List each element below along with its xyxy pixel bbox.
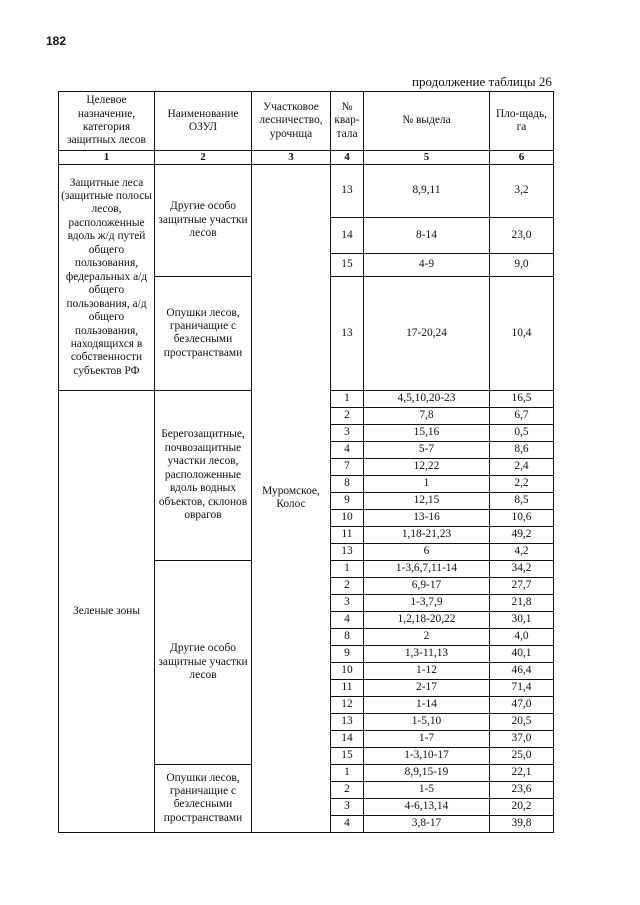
quarter-cell: 10 [331,509,364,526]
header-area: Пло-щадь, га [490,92,554,151]
quarter-cell: 15 [331,253,364,276]
area-cell: 47,0 [490,696,554,713]
column-number: 6 [490,151,554,165]
plots-cell: 2 [364,628,490,645]
plots-cell: 3,8-17 [364,815,490,832]
plots-cell: 1-7 [364,730,490,747]
area-cell: 30,1 [490,611,554,628]
header-ozul: Наименование ОЗУЛ [155,92,252,151]
area-cell: 20,5 [490,713,554,730]
area-cell: 27,7 [490,577,554,594]
quarter-cell: 9 [331,492,364,509]
area-cell: 23,0 [490,217,554,253]
table-row [59,164,554,217]
column-number: 2 [155,151,252,165]
header-quarter: № квар-тала [331,92,364,151]
ozul-other-special-1: Другие особо защитные участки лесов [155,164,252,276]
ozul-other-special-2: Другие особо защитные участки лесов [155,560,252,764]
area-cell: 21,8 [490,594,554,611]
area-cell: 37,0 [490,730,554,747]
plots-cell: 17-20,24 [364,276,490,390]
area-cell: 9,0 [490,253,554,276]
forest-protection-table [58,91,554,833]
column-number: 4 [331,151,364,165]
area-cell: 22,1 [490,764,554,781]
header-plot: № выдела [364,92,490,151]
area-cell: 46,4 [490,662,554,679]
plots-cell: 1,2,18-20,22 [364,611,490,628]
area-cell: 49,2 [490,526,554,543]
quarter-cell: 10 [331,662,364,679]
plots-cell: 1-14 [364,696,490,713]
area-cell: 8,5 [490,492,554,509]
plots-cell: 8,9,11 [364,164,490,217]
column-number-row [59,151,554,165]
quarter-cell: 11 [331,526,364,543]
quarter-cell: 1 [331,390,364,407]
quarter-cell: 2 [331,577,364,594]
table-continuation-label: продолжение таблицы 26 [412,74,552,89]
quarter-cell: 8 [331,628,364,645]
quarter-cell: 1 [331,560,364,577]
plots-cell: 4,5,10,20-23 [364,390,490,407]
area-cell: 23,6 [490,781,554,798]
area-cell: 10,4 [490,276,554,390]
plots-cell: 7,8 [364,407,490,424]
area-cell: 16,5 [490,390,554,407]
column-number: 3 [252,151,331,165]
area-cell: 8,6 [490,441,554,458]
ozul-water-protection: Берегозащитные, почвозащитные участки лесов, расположенные вдоль водных объектов, склонов оврагов [155,390,252,560]
column-number: 5 [364,151,490,165]
quarter-cell: 4 [331,815,364,832]
plots-cell: 4-9 [364,253,490,276]
plots-cell: 1-5 [364,781,490,798]
quarter-cell: 14 [331,730,364,747]
plots-cell: 6,9-17 [364,577,490,594]
quarter-cell: 13 [331,276,364,390]
plots-cell: 4-6,13,14 [364,798,490,815]
area-cell: 25,0 [490,747,554,764]
quarter-cell: 12 [331,696,364,713]
page-number: 182 [46,34,67,48]
quarter-cell: 3 [331,798,364,815]
area-cell: 39,8 [490,815,554,832]
plots-cell: 13-16 [364,509,490,526]
quarter-cell: 4 [331,611,364,628]
quarter-cell: 11 [331,679,364,696]
quarter-cell: 3 [331,594,364,611]
quarter-cell: 13 [331,164,364,217]
header-purpose: Целевое назначение, категория защитных лесов [59,92,155,151]
header-forestry: Участковое лесничество, урочища [252,92,331,151]
plots-cell: 15,16 [364,424,490,441]
area-cell: 4,0 [490,628,554,645]
plots-cell: 1-3,6,7,11-14 [364,560,490,577]
plots-cell: 1,18-21,23 [364,526,490,543]
plots-cell: 12,22 [364,458,490,475]
plots-cell: 1 [364,475,490,492]
plots-cell: 2-17 [364,679,490,696]
quarter-cell: 4 [331,441,364,458]
area-cell: 71,4 [490,679,554,696]
plots-cell: 6 [364,543,490,560]
area-cell: 40,1 [490,645,554,662]
ozul-edges-1: Опушки лесов, граничащие с безлесными пространствами [155,276,252,390]
quarter-cell: 7 [331,458,364,475]
area-cell: 0,5 [490,424,554,441]
quarter-cell: 3 [331,424,364,441]
area-cell: 2,2 [490,475,554,492]
plots-cell: 8,9,15-19 [364,764,490,781]
area-cell: 34,2 [490,560,554,577]
area-cell: 3,2 [490,164,554,217]
plots-cell: 1-5,10 [364,713,490,730]
forestry-name: Муромское, Колос [252,164,331,832]
purpose-green-zones: Зеленые зоны [59,390,155,832]
plots-cell: 8-14 [364,217,490,253]
quarter-cell: 2 [331,781,364,798]
quarter-cell: 15 [331,747,364,764]
ozul-edges-2: Опушки лесов, граничащие с безлесными пространствами [155,764,252,832]
plots-cell: 1-3,7,9 [364,594,490,611]
area-cell: 4,2 [490,543,554,560]
column-number: 1 [59,151,155,165]
quarter-cell: 1 [331,764,364,781]
area-cell: 10,6 [490,509,554,526]
quarter-cell: 13 [331,543,364,560]
quarter-cell: 14 [331,217,364,253]
area-cell: 20,2 [490,798,554,815]
quarter-cell: 9 [331,645,364,662]
plots-cell: 12,15 [364,492,490,509]
plots-cell: 1-12 [364,662,490,679]
area-cell: 6,7 [490,407,554,424]
purpose-protective-forests: Защитные леса (защитные полосы лесов, расположенные вдоль ж/д путей общего пользования, федеральных а/д общего пользования, а/д общего пользования, находящихся в собственности субъектов РФ [59,164,155,390]
plots-cell: 5-7 [364,441,490,458]
quarter-cell: 2 [331,407,364,424]
area-cell: 2,4 [490,458,554,475]
quarter-cell: 13 [331,713,364,730]
quarter-cell: 8 [331,475,364,492]
plots-cell: 1,3-11,13 [364,645,490,662]
table-header-row [59,92,554,151]
plots-cell: 1-3,10-17 [364,747,490,764]
